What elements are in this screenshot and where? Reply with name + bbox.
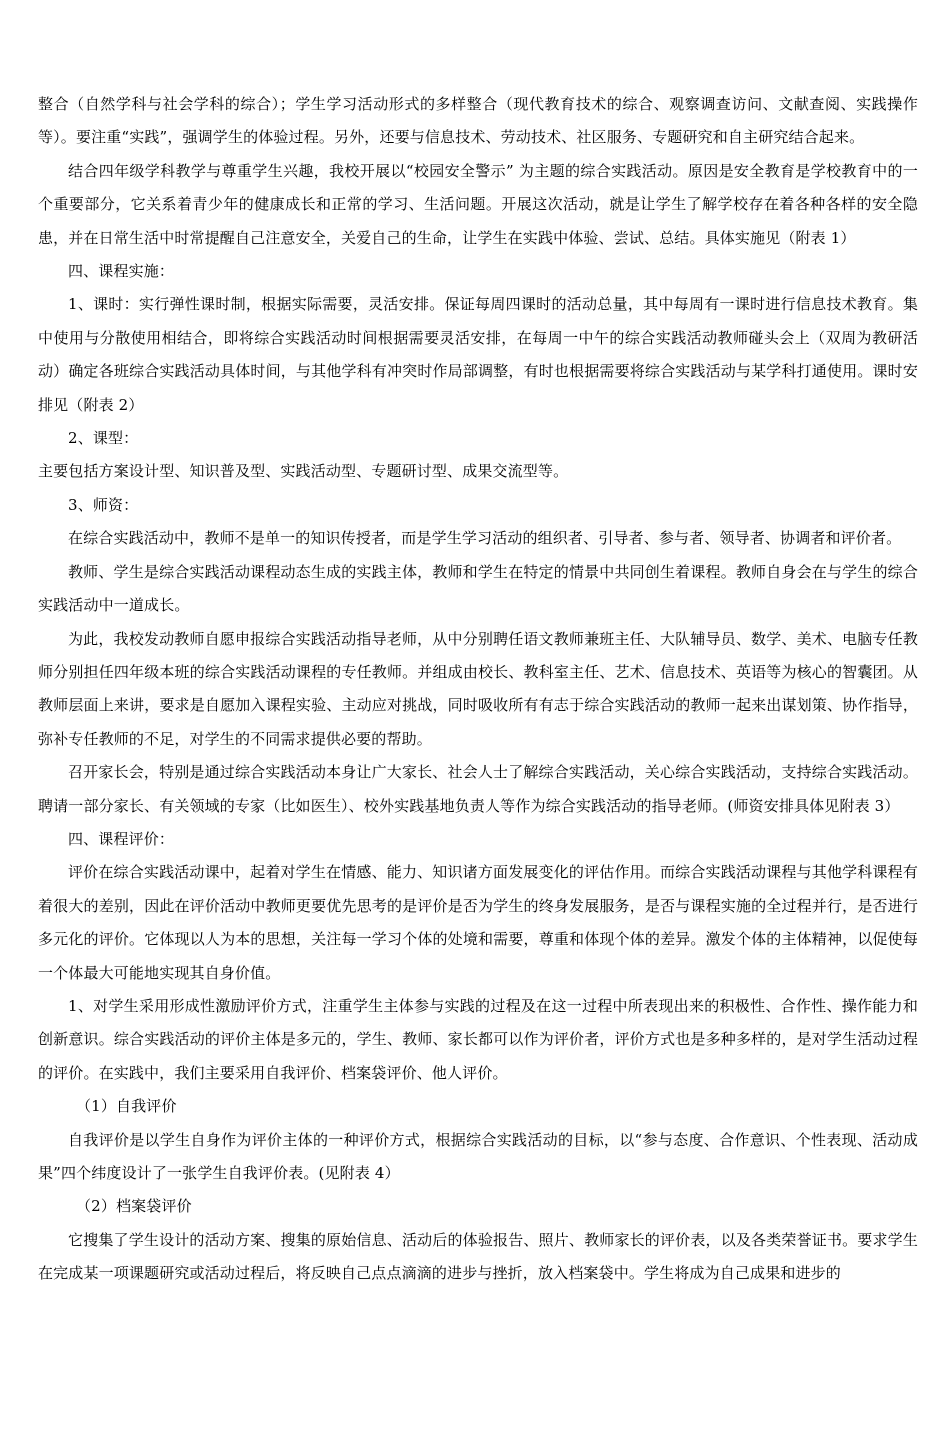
paragraph-teacher-role: 在综合实践活动中，教师不是单一的知识传授者，而是学生学习活动的组织者、引导者、参与者、领导者、协调者和评价者。	[68, 529, 902, 548]
paragraph-campus-safety: 结合四年级学科教学与尊重学生兴趣，我校开展以“校园安全警示” 为主题的综合实践活动。原因是安全教育是学校教育中的一个重要部分，它关系着青少年的健康成长和正常的学习、生活问题。开展这次活动，就是让学生了解学校存在着各种各样的安全隐患，并在日常生活中时常提醒自己注意安全，关爱自己的生命，让学生在实践中体验、尝试、总结。具体实施见（附表 1）	[38, 161, 918, 247]
paragraph-portfolio-evaluation: 它搜集了学生设计的活动方案、搜集的原始信息、活动后的体验报告、照片、教师家长的评价表，以及各类荣誉证书。要求学生在完成某一项课题研究或活动过程后，将反映自己点点滴滴的进步与挫折，放入档案袋中。学生将成为自己成果和进步的	[38, 1230, 918, 1283]
paragraph-parents: 召开家长会，特别是通过综合实践活动本身让广大家长、社会人士了解综合实践活动，关心综合实践活动，支持综合实践活动。聘请一部分家长、有关领域的专家（比如医生）、校外实践基地负责人等作为综合实践活动的指导老师。(师资安排具体见附表 3）	[38, 763, 918, 815]
paragraph-course-types: 主要包括方案设计型、知识普及型、实践活动型、专题研讨型、成果交流型等。	[38, 462, 569, 481]
paragraph-evaluation-role: 评价在综合实践活动课中，起着对学生在情感、能力、知识诸方面发展变化的评估作用。而综合实践活动课程与其他学科课程有着很大的差别，因此在评价活动中教师更要优先思考的是评价是否为学生的终身发展服务，是否与课程实施的全过程并行，是否进行多元化的评价。它体现以人为本的思想，关注每一学习个体的处境和需要，尊重和体现个体的差异。激发个体的主体精神，以促使每一个体最大可能地实现其自身价值。	[38, 863, 918, 982]
document-body	[38, 88, 918, 1291]
paragraph-integration: 整合（自然学科与社会学科的综合）；学生学习活动形式的多样整合（现代教育技术的综合、观察调查访问、文献查阅、实践操作等）。要注重“实践”，强调学生的体验过程。另外，还要与信息技术、劳动技术、社区服务、专题研究和自主研究结合起来。	[38, 95, 918, 147]
heading-course-evaluation: 四、课程评价：	[68, 829, 175, 848]
heading-course-implementation: 四、课程实施：	[68, 262, 175, 281]
paragraph-teacher-student: 教师、学生是综合实践活动课程动态生成的实践主体，教师和学生在特定的情景中共同创生着课程。教师自身会在与学生的综合实践活动中一道成长。	[38, 562, 918, 615]
paragraph-self-evaluation: 自我评价是以学生自身作为评价主体的一种评价方式，根据综合实践活动的目标，以“参与态度、合作意识、个性表现、活动成果”四个纬度设计了一张学生自我评价表。(见附表 4）	[38, 1130, 918, 1182]
paragraph-class-hours: 1、课时：实行弹性课时制，根据实际需要，灵活安排。保证每周四课时的活动总量，其中每周有一课时进行信息技术教育。集中使用与分散使用相结合，即将综合实践活动时间根据需要灵活安排，在每周一中午的综合实践活动教师碰头会上（双周为教研活动）确定各班综合实践活动具体时间，与其他学科有冲突时作局部调整，有时也根据需要将综合实践活动与某学科打通使用。课时安排见（附表 2）	[38, 295, 918, 414]
heading-course-type: 2、课型：	[68, 429, 139, 448]
heading-teachers: 3、师资：	[68, 495, 139, 514]
heading-portfolio-evaluation: （2）档案袋评价	[76, 1197, 192, 1216]
heading-self-evaluation: （1）自我评价	[76, 1097, 177, 1116]
paragraph-formative-evaluation: 1、对学生采用形成性激励评价方式，注重学生主体参与实践的过程及在这一过程中所表现出来的积极性、合作性、操作能力和创新意识。综合实践活动的评价主体是多元的，学生、教师、家长都可以作为评价者，评价方式也是多种多样的，是对学生活动过程的评价。在实践中，我们主要采用自我评价、档案袋评价、他人评价。	[38, 996, 918, 1082]
paragraph-teacher-recruitment: 为此，我校发动教师自愿申报综合实践活动指导老师，从中分别聘任语文教师兼班主任、大队辅导员、数学、美术、电脑专任教师分别担任四年级本班的综合实践活动课程的专任教师。并组成由校长、教科室主任、艺术、信息技术、英语等为核心的智囊团。从教师层面上来讲，要求是自愿加入课程实验、主动应对挑战，同时吸收所有有志于综合实践活动的教师一起来出谋划策、协作指导，弥补专任教师的不足，对学生的不同需求提供必要的帮助。	[38, 629, 918, 748]
